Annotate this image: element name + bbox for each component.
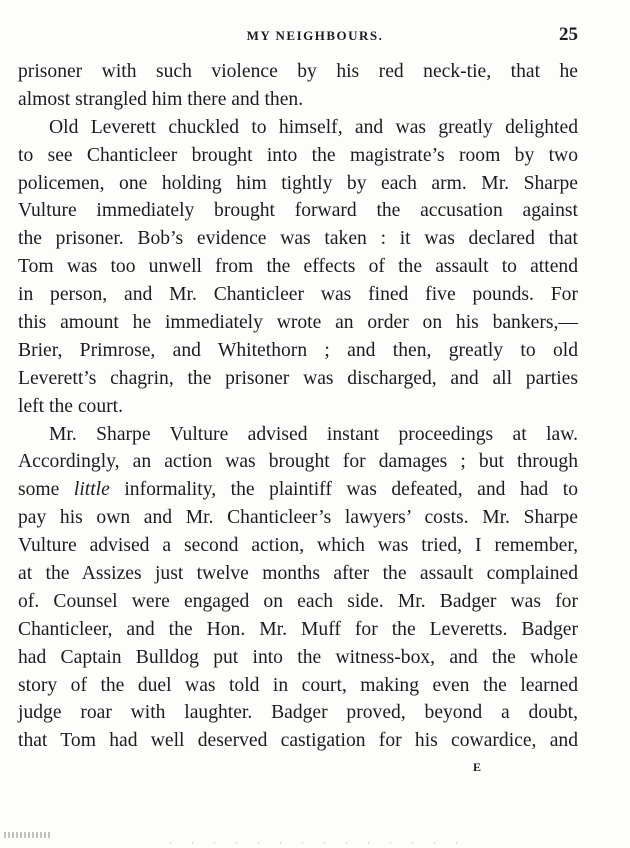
text-line: that Tom had well deserved castigation for his cowardice, and — [18, 730, 578, 752]
text-line: Vulture immediately brought forward the accusation against — [18, 200, 578, 222]
text-line: Vulture advised a second action, which was tried, I remember, — [18, 535, 578, 557]
text-line: left the court. — [18, 395, 124, 417]
text-line: pay his own and Mr. Chanticleer’s lawyers’ costs. Mr. Sharpe — [18, 507, 578, 529]
text-line: almost strangled him there and then. — [18, 88, 304, 110]
italic-word: little — [73, 479, 110, 501]
text-line: judge roar with laughter. Badger proved, beyond a doubt, — [18, 702, 578, 724]
text-line: of. Counsel were engaged on each side. Mr. Badger was for — [18, 590, 578, 612]
text-line: Accordingly, an action was brought for damages ; but through — [18, 451, 578, 473]
text-line: Mr. Sharpe Vulture advised instant proceedings at law. — [49, 423, 578, 445]
text-line: policemen, one holding him tightly by each arm. Mr. Sharpe — [18, 172, 578, 194]
page-number: 25 — [559, 24, 578, 45]
text-line: story of the duel was told in court, making even the learned — [18, 674, 578, 696]
text-line: had Captain Bulldog put into the witness-box, and the whole — [18, 646, 578, 668]
text-line: prisoner with such violence by his red neck-tie, that he — [18, 61, 578, 82]
text-line: in person, and Mr. Chanticleer was fined five pounds. For — [18, 284, 578, 306]
running-title: MY NEIGHBOURS. — [246, 28, 384, 43]
text-line: Brier, Primrose, and Whitethorn ; and then, greatly to old — [18, 339, 578, 361]
scan-artifact — [170, 842, 470, 844]
text-line: at the Assizes just twelve months after the assault complained — [18, 563, 578, 585]
text-line — [18, 476, 578, 504]
scan-artifact — [4, 832, 52, 838]
text-fragment: informality, the plaintiff was defeated, and had to — [109, 479, 578, 501]
text-fragment: some — [18, 479, 74, 501]
signature-mark: E — [473, 760, 482, 774]
text-line: to see Chanticleer brought into the magistrate’s room by two — [18, 144, 578, 166]
text-line: Old Leverett chuckled to himself, and was greatly delighted — [49, 116, 578, 138]
text-line: Leverett’s chagrin, the prisoner was discharged, and all parties — [18, 367, 578, 389]
text-line: this amount he immediately wrote an order on his bankers,— — [18, 312, 578, 334]
text-line: Chanticleer, and the Hon. Mr. Muff for the Leveretts. Badger — [18, 618, 578, 640]
body-text — [18, 58, 578, 755]
page-header — [0, 24, 630, 48]
text-line: Tom was too unwell from the effects of the assault to attend — [18, 256, 578, 278]
text-line: the prisoner. Bob’s evidence was taken : it was declared that — [18, 228, 578, 250]
